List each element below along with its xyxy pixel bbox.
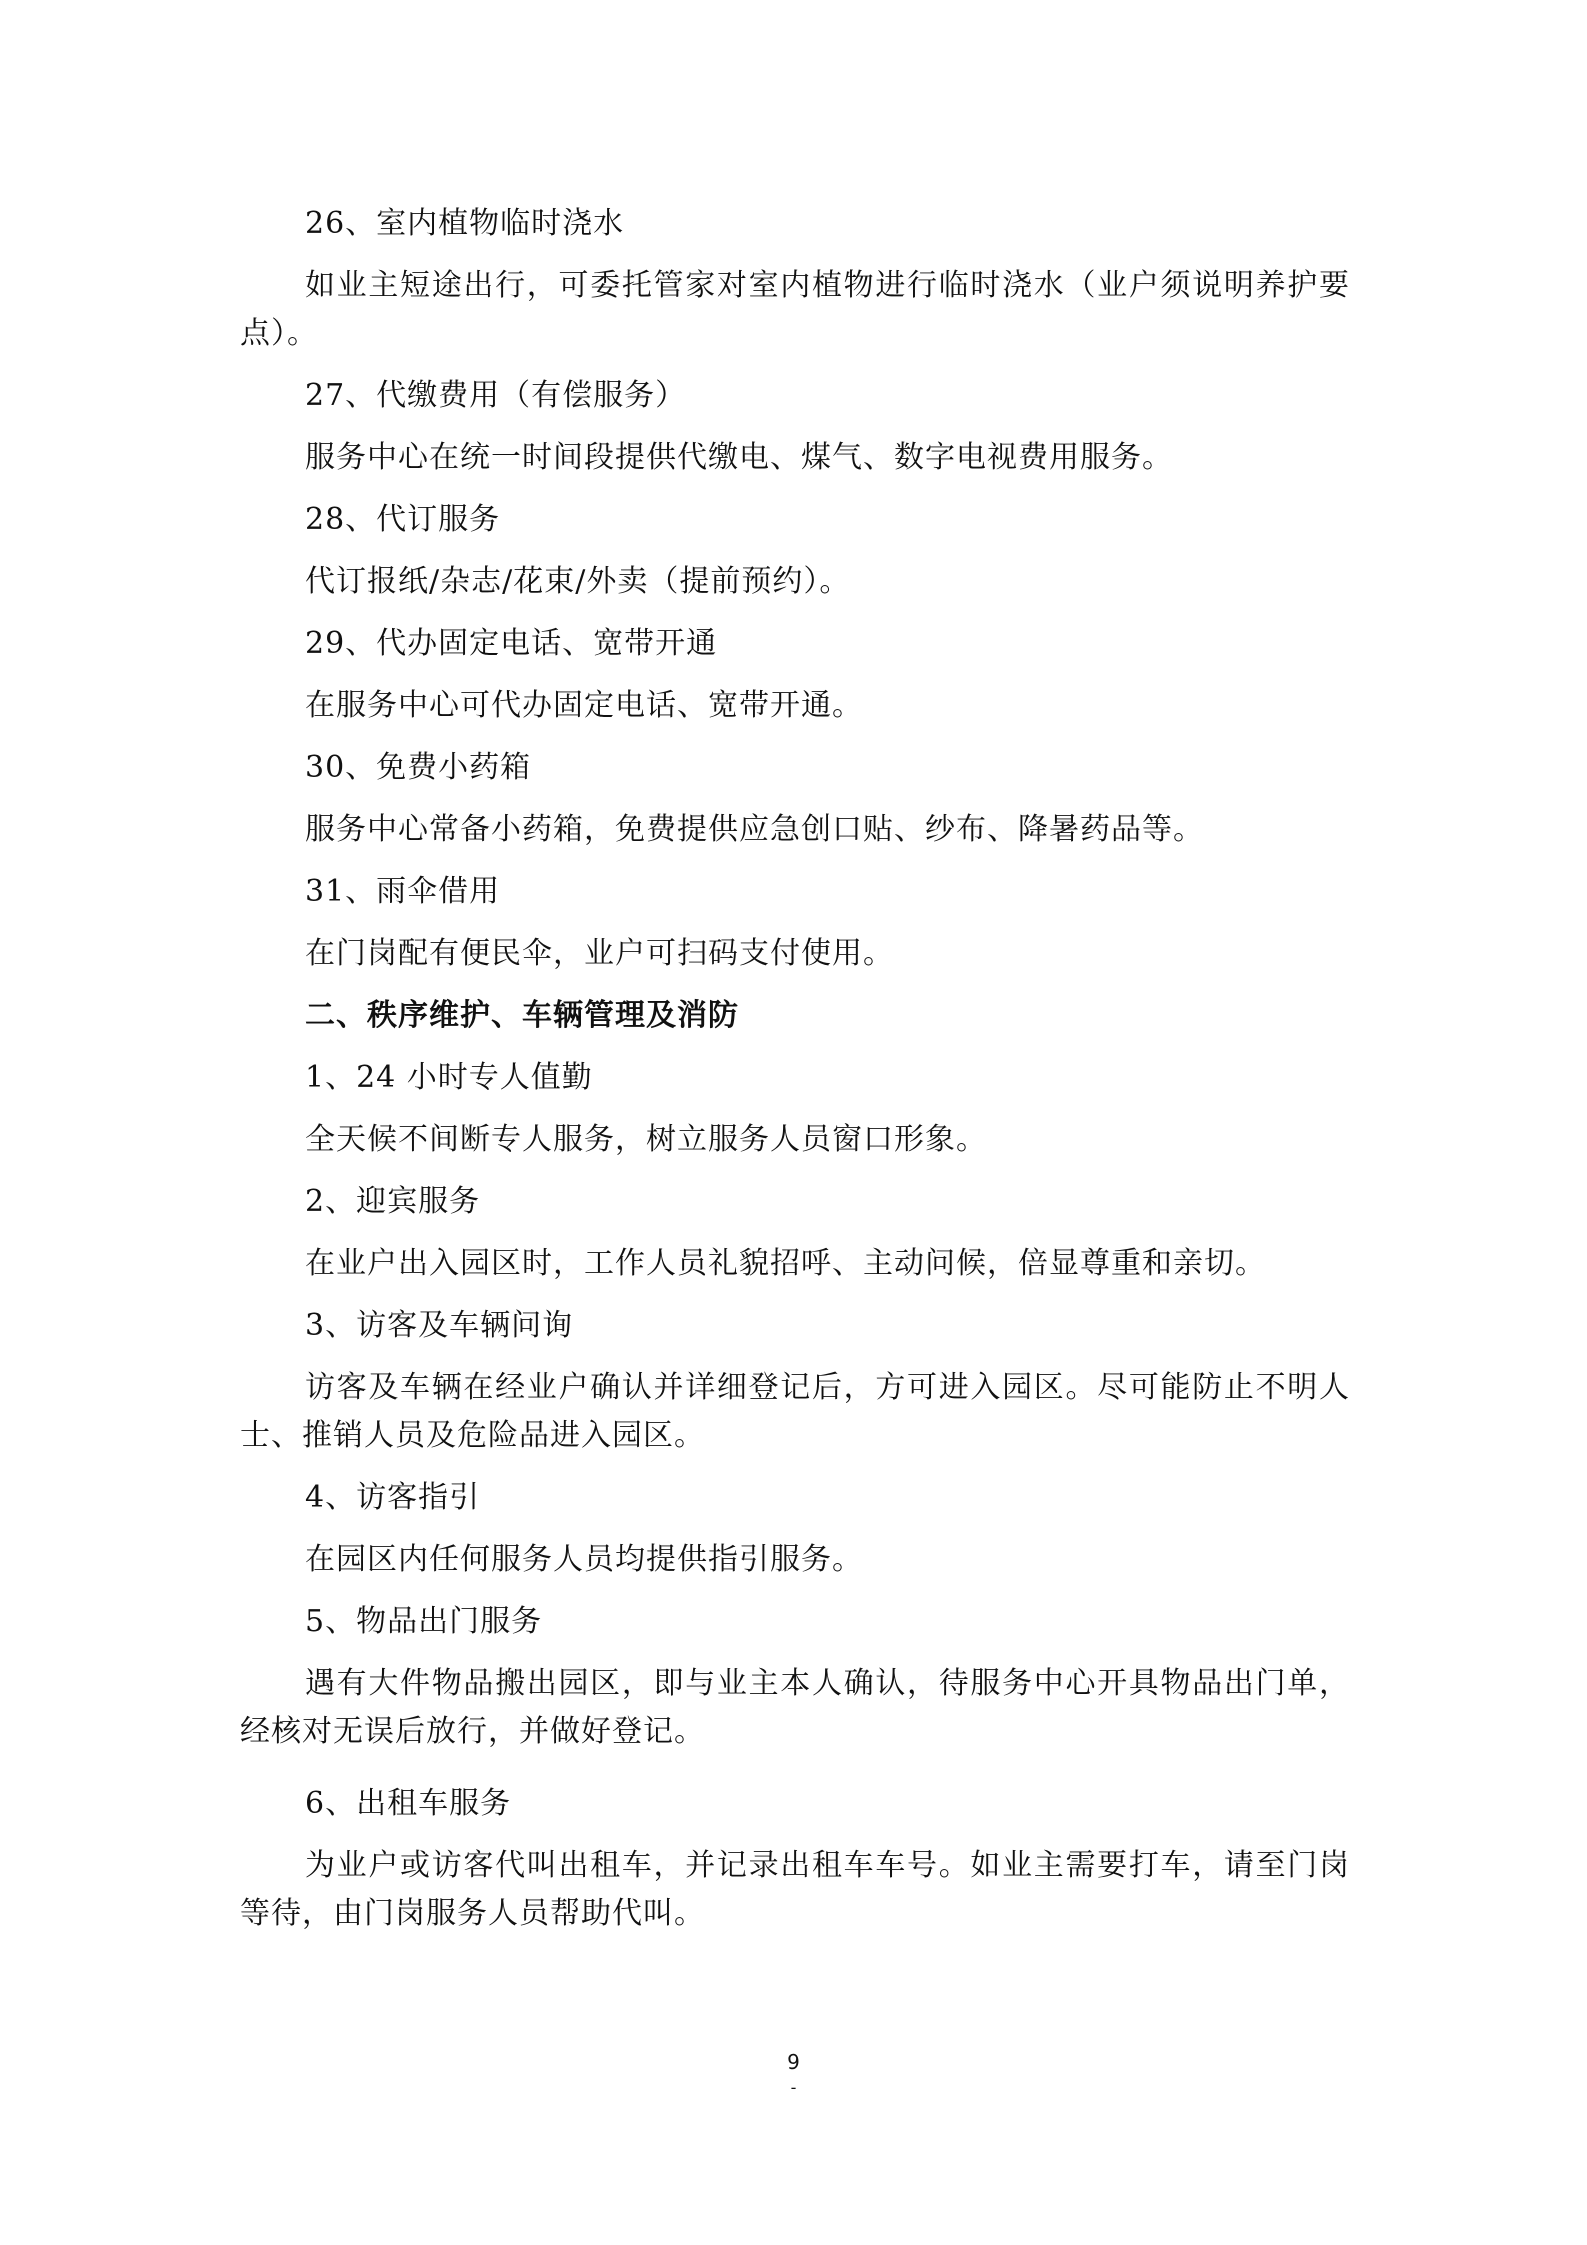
item-text: 访客及车辆在经业户确认并详细登记后，方可进入园区。尽可能防止不明人士、推销人员及危险品进入园区。 <box>240 1370 1350 1453</box>
item-heading: 3、访客及车辆问询 <box>305 1308 574 1343</box>
item-heading: 26、室内植物临时浇水 <box>305 206 625 241</box>
item-text: 在园区内任何服务人员均提供指引服务。 <box>305 1542 863 1577</box>
item-heading: 1、24 小时专人值勤 <box>305 1060 593 1095</box>
footer-dash: - <box>790 2078 797 2097</box>
item-heading: 5、物品出门服务 <box>305 1604 543 1639</box>
item-heading: 29、代办固定电话、宽带开通 <box>305 626 718 661</box>
item-text: 服务中心在统一时间段提供代缴电、煤气、数字电视费用服务。 <box>305 440 1173 475</box>
item-heading: 30、免费小药箱 <box>305 750 532 785</box>
page-footer <box>0 2048 1587 2100</box>
spacer <box>240 1770 1350 1780</box>
item-heading: 28、代订服务 <box>305 502 501 537</box>
item-text: 为业户或访客代叫出租车，并记录出租车车号。如业主需要打车，请至门岗等待，由门岗服务人员帮助代叫。 <box>240 1848 1350 1931</box>
item-text: 在门岗配有便民伞，业户可扫码支付使用。 <box>305 936 894 971</box>
section-title: 二、秩序维护、车辆管理及消防 <box>305 998 739 1033</box>
item-text: 服务中心常备小药箱，免费提供应急创口贴、纱布、降暑药品等。 <box>305 812 1204 847</box>
item-text: 代订报纸/杂志/花束/外卖（提前预约）。 <box>305 564 851 599</box>
item-text: 在服务中心可代办固定电话、宽带开通。 <box>305 688 863 723</box>
item-heading: 2、迎宾服务 <box>305 1184 481 1219</box>
page-number: 9 <box>787 2050 800 2074</box>
item-heading: 27、代缴费用（有偿服务） <box>305 378 687 413</box>
item-text: 如业主短途出行，可委托管家对室内植物进行临时浇水（业户须说明养护要点）。 <box>240 268 1350 351</box>
item-text: 全天候不间断专人服务，树立服务人员窗口形象。 <box>305 1122 987 1157</box>
document-body <box>240 200 1350 1952</box>
item-heading: 6、出租车服务 <box>305 1786 512 1821</box>
item-heading: 31、雨伞借用 <box>305 874 501 909</box>
item-text: 在业户出入园区时，工作人员礼貌招呼、主动问候，倍显尊重和亲切。 <box>305 1246 1266 1281</box>
item-heading: 4、访客指引 <box>305 1480 481 1515</box>
item-text: 遇有大件物品搬出园区，即与业主本人确认，待服务中心开具物品出门单，经核对无误后放行，并做好登记。 <box>240 1666 1350 1749</box>
